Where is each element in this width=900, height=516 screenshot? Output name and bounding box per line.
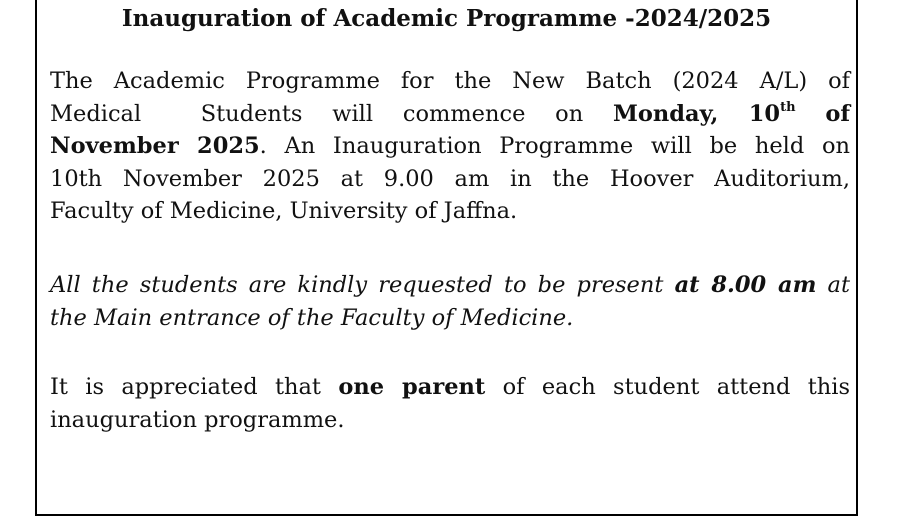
notice-title: Inauguration of Academic Programme -2024/2025 (121, 5, 772, 32)
programme-paragraph (50, 65, 850, 228)
paragraph-line: the Main entrance of the Faculty of Medicine. (50, 304, 574, 331)
start-month-bold: November 2025 (50, 133, 260, 159)
paragraph-line: Faculty of Medicine, University of Jaffna. (50, 198, 518, 224)
paragraph-line: Medical Students will commence on Monday, 10th of (50, 100, 851, 127)
paragraph-line: inauguration programme. (50, 406, 345, 433)
paragraph-line: The Academic Programme for the New Batch (2024 A/L) of (50, 68, 850, 94)
attendance-paragraph (50, 269, 850, 334)
one-parent-bold: one parent (338, 374, 486, 400)
paragraph-line: 10th November 2025 at 9.00 am in the Hoover Auditorium, (50, 165, 850, 192)
parent-paragraph (50, 371, 850, 436)
paragraph-line: It is appreciated that one parent of each student attend this (50, 374, 851, 400)
notice-box (35, 0, 858, 516)
arrival-time-bold: at 8.00 am (674, 272, 817, 298)
paragraph-line: All the students are kindly requested to be present at 8.00 am at (50, 272, 851, 298)
start-date-bold: Monday, 10th (612, 100, 796, 127)
paragraph-line: November 2025. An Inauguration Programme will be held on (50, 133, 850, 159)
